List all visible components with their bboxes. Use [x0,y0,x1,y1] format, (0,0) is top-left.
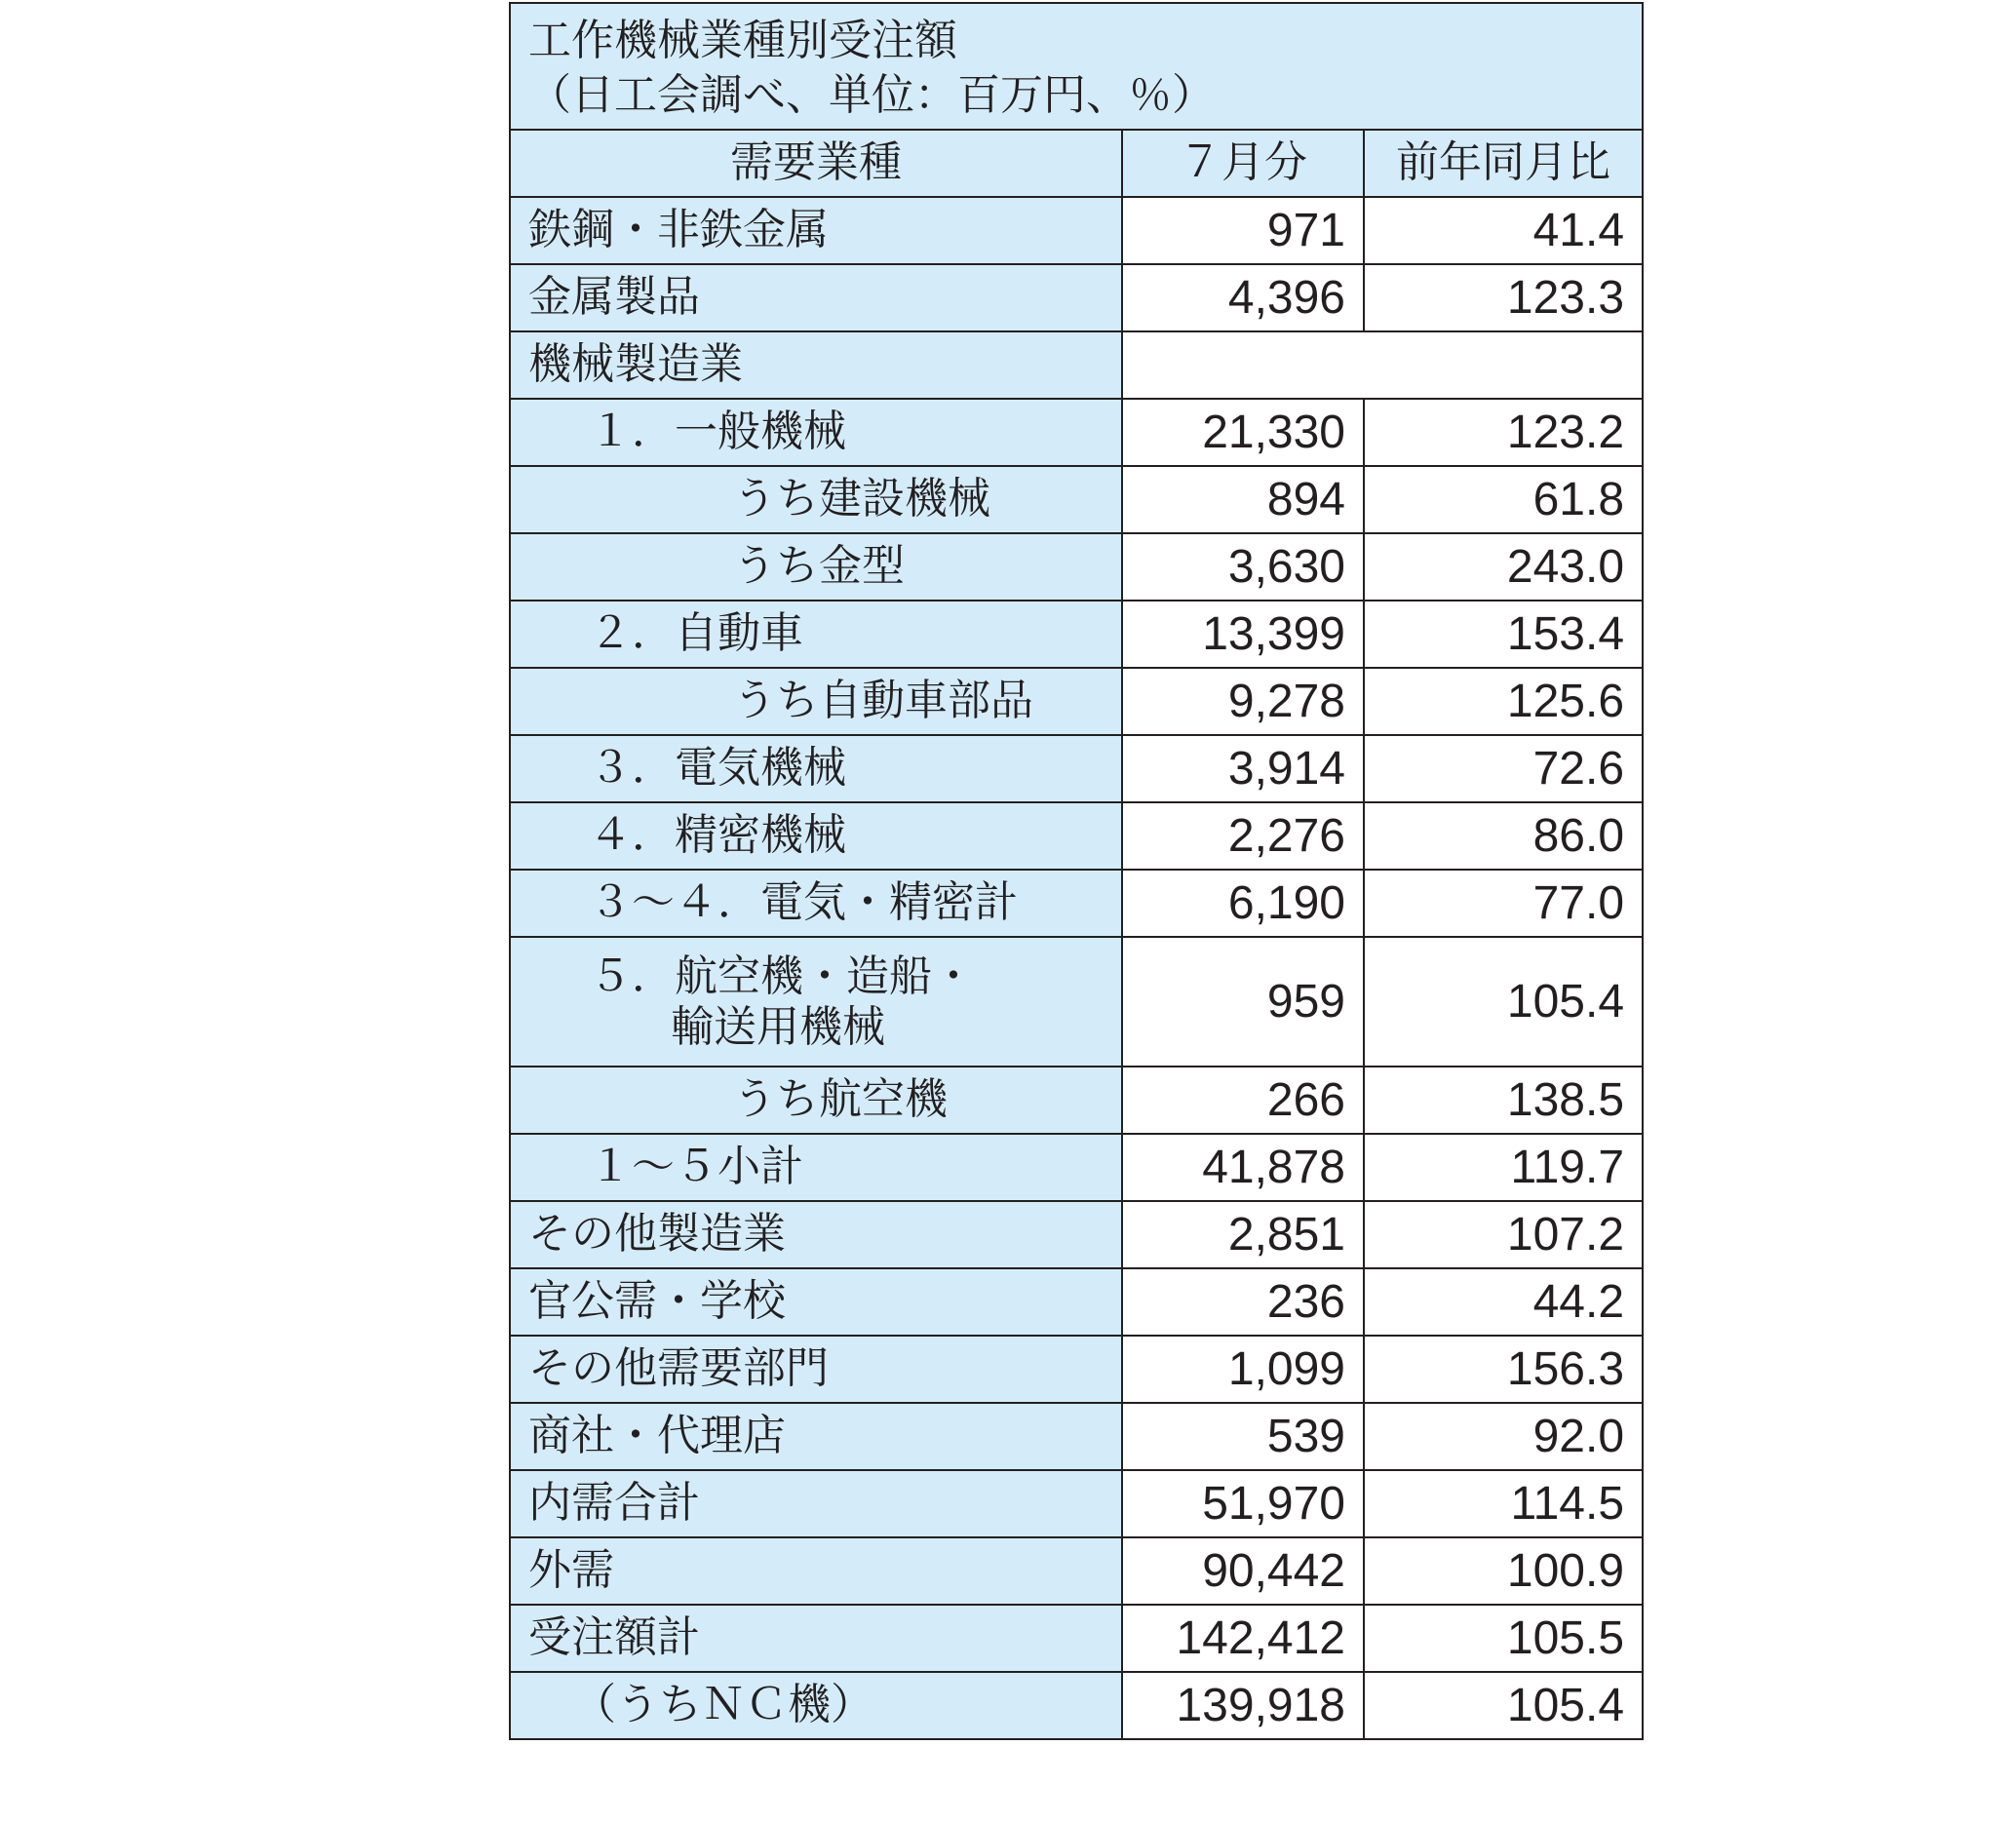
row-label: 受注額計 [510,1605,1122,1672]
table-title [510,3,1643,130]
row-value: 959 [1122,937,1364,1067]
table-row [510,1201,1643,1268]
row-yoy: 77.0 [1364,870,1643,937]
row-label: ３．電気機械 [510,735,1122,802]
row-label: 金属製品 [510,264,1122,331]
table-row [510,399,1643,466]
row-label: 鉄鋼・非鉄金属 [510,197,1122,264]
row-yoy: 119.7 [1364,1134,1643,1201]
row-value: 2,276 [1122,802,1364,870]
row-empty-values [1122,331,1643,399]
row-value: 9,278 [1122,668,1364,735]
row-label: （うちＮＣ機） [510,1672,1122,1739]
row-label: 内需合計 [510,1470,1122,1537]
machine-tool-orders-table [509,2,1644,1740]
header-month: ７月分 [1122,130,1364,197]
row-yoy: 243.0 [1364,533,1643,601]
row-yoy: 44.2 [1364,1268,1643,1336]
row-value: 3,630 [1122,533,1364,601]
row-label: 商社・代理店 [510,1403,1122,1470]
table-row [510,1067,1643,1134]
row-yoy: 72.6 [1364,735,1643,802]
table-row [510,197,1643,264]
table-row [510,264,1643,331]
row-label: うち建設機械 [510,466,1122,533]
row-label: 機械製造業 [510,331,1122,399]
row-value: 90,442 [1122,1537,1364,1605]
row-label: １～５小計 [510,1134,1122,1201]
row-label-line1: ５．航空機・造船・ [589,951,975,1001]
row-yoy: 156.3 [1364,1336,1643,1403]
row-value: 6,190 [1122,870,1364,937]
row-value: 971 [1122,197,1364,264]
row-yoy: 86.0 [1364,802,1643,870]
row-yoy: 107.2 [1364,1201,1643,1268]
row-yoy: 138.5 [1364,1067,1643,1134]
header-yoy: 前年同月比 [1364,130,1643,197]
row-yoy: 61.8 [1364,466,1643,533]
row-label: ４．精密機械 [510,802,1122,870]
row-yoy: 92.0 [1364,1403,1643,1470]
row-label: その他需要部門 [510,1336,1122,1403]
row-value: 139,918 [1122,1672,1364,1739]
header-row [510,130,1643,197]
table-title-row [510,3,1643,130]
table-row [510,1672,1643,1739]
table-row [510,1403,1643,1470]
row-value: 894 [1122,466,1364,533]
row-yoy: 125.6 [1364,668,1643,735]
row-value: 21,330 [1122,399,1364,466]
row-label [510,937,1122,1067]
table-row [510,1470,1643,1537]
table-row-section [510,331,1643,399]
table-row [510,601,1643,668]
table-row [510,1336,1643,1403]
table-row [510,937,1643,1067]
table-row [510,870,1643,937]
row-value: 41,878 [1122,1134,1364,1201]
row-label: ２．自動車 [510,601,1122,668]
row-yoy: 123.3 [1364,264,1643,331]
row-yoy: 105.5 [1364,1605,1643,1672]
row-label: うち航空機 [510,1067,1122,1134]
table-row [510,668,1643,735]
row-value: 266 [1122,1067,1364,1134]
row-value: 142,412 [1122,1605,1364,1672]
table-row [510,802,1643,870]
row-value: 1,099 [1122,1336,1364,1403]
row-yoy: 105.4 [1364,1672,1643,1739]
row-value: 539 [1122,1403,1364,1470]
row-value: 3,914 [1122,735,1364,802]
table-row [510,1134,1643,1201]
header-category: 需要業種 [510,130,1122,197]
table-row [510,1605,1643,1672]
row-label: うち金型 [510,533,1122,601]
row-value: 4,396 [1122,264,1364,331]
row-label: 外需 [510,1537,1122,1605]
row-value: 13,399 [1122,601,1364,668]
row-yoy: 153.4 [1364,601,1643,668]
table-row [510,533,1643,601]
table-title-main: 工作機械業種別受注額 [528,16,957,65]
row-label-line2: 輸送用機械 [671,1001,885,1052]
row-label: その他製造業 [510,1201,1122,1268]
order-table-container [509,2,1642,1740]
table-row [510,466,1643,533]
table-title-sub: （日工会調べ、単位：百万円、％） [528,70,1215,121]
table-row [510,735,1643,802]
row-yoy: 41.4 [1364,197,1643,264]
row-label: １．一般機械 [510,399,1122,466]
table-row [510,1268,1643,1336]
row-yoy: 100.9 [1364,1537,1643,1605]
row-label: うち自動車部品 [510,668,1122,735]
row-value: 2,851 [1122,1201,1364,1268]
row-label: 官公需・学校 [510,1268,1122,1336]
table-row [510,1537,1643,1605]
row-value: 51,970 [1122,1470,1364,1537]
row-value: 236 [1122,1268,1364,1336]
row-yoy: 105.4 [1364,937,1643,1067]
row-yoy: 123.2 [1364,399,1643,466]
row-label: ３～４．電気・精密計 [510,870,1122,937]
row-yoy: 114.5 [1364,1470,1643,1537]
